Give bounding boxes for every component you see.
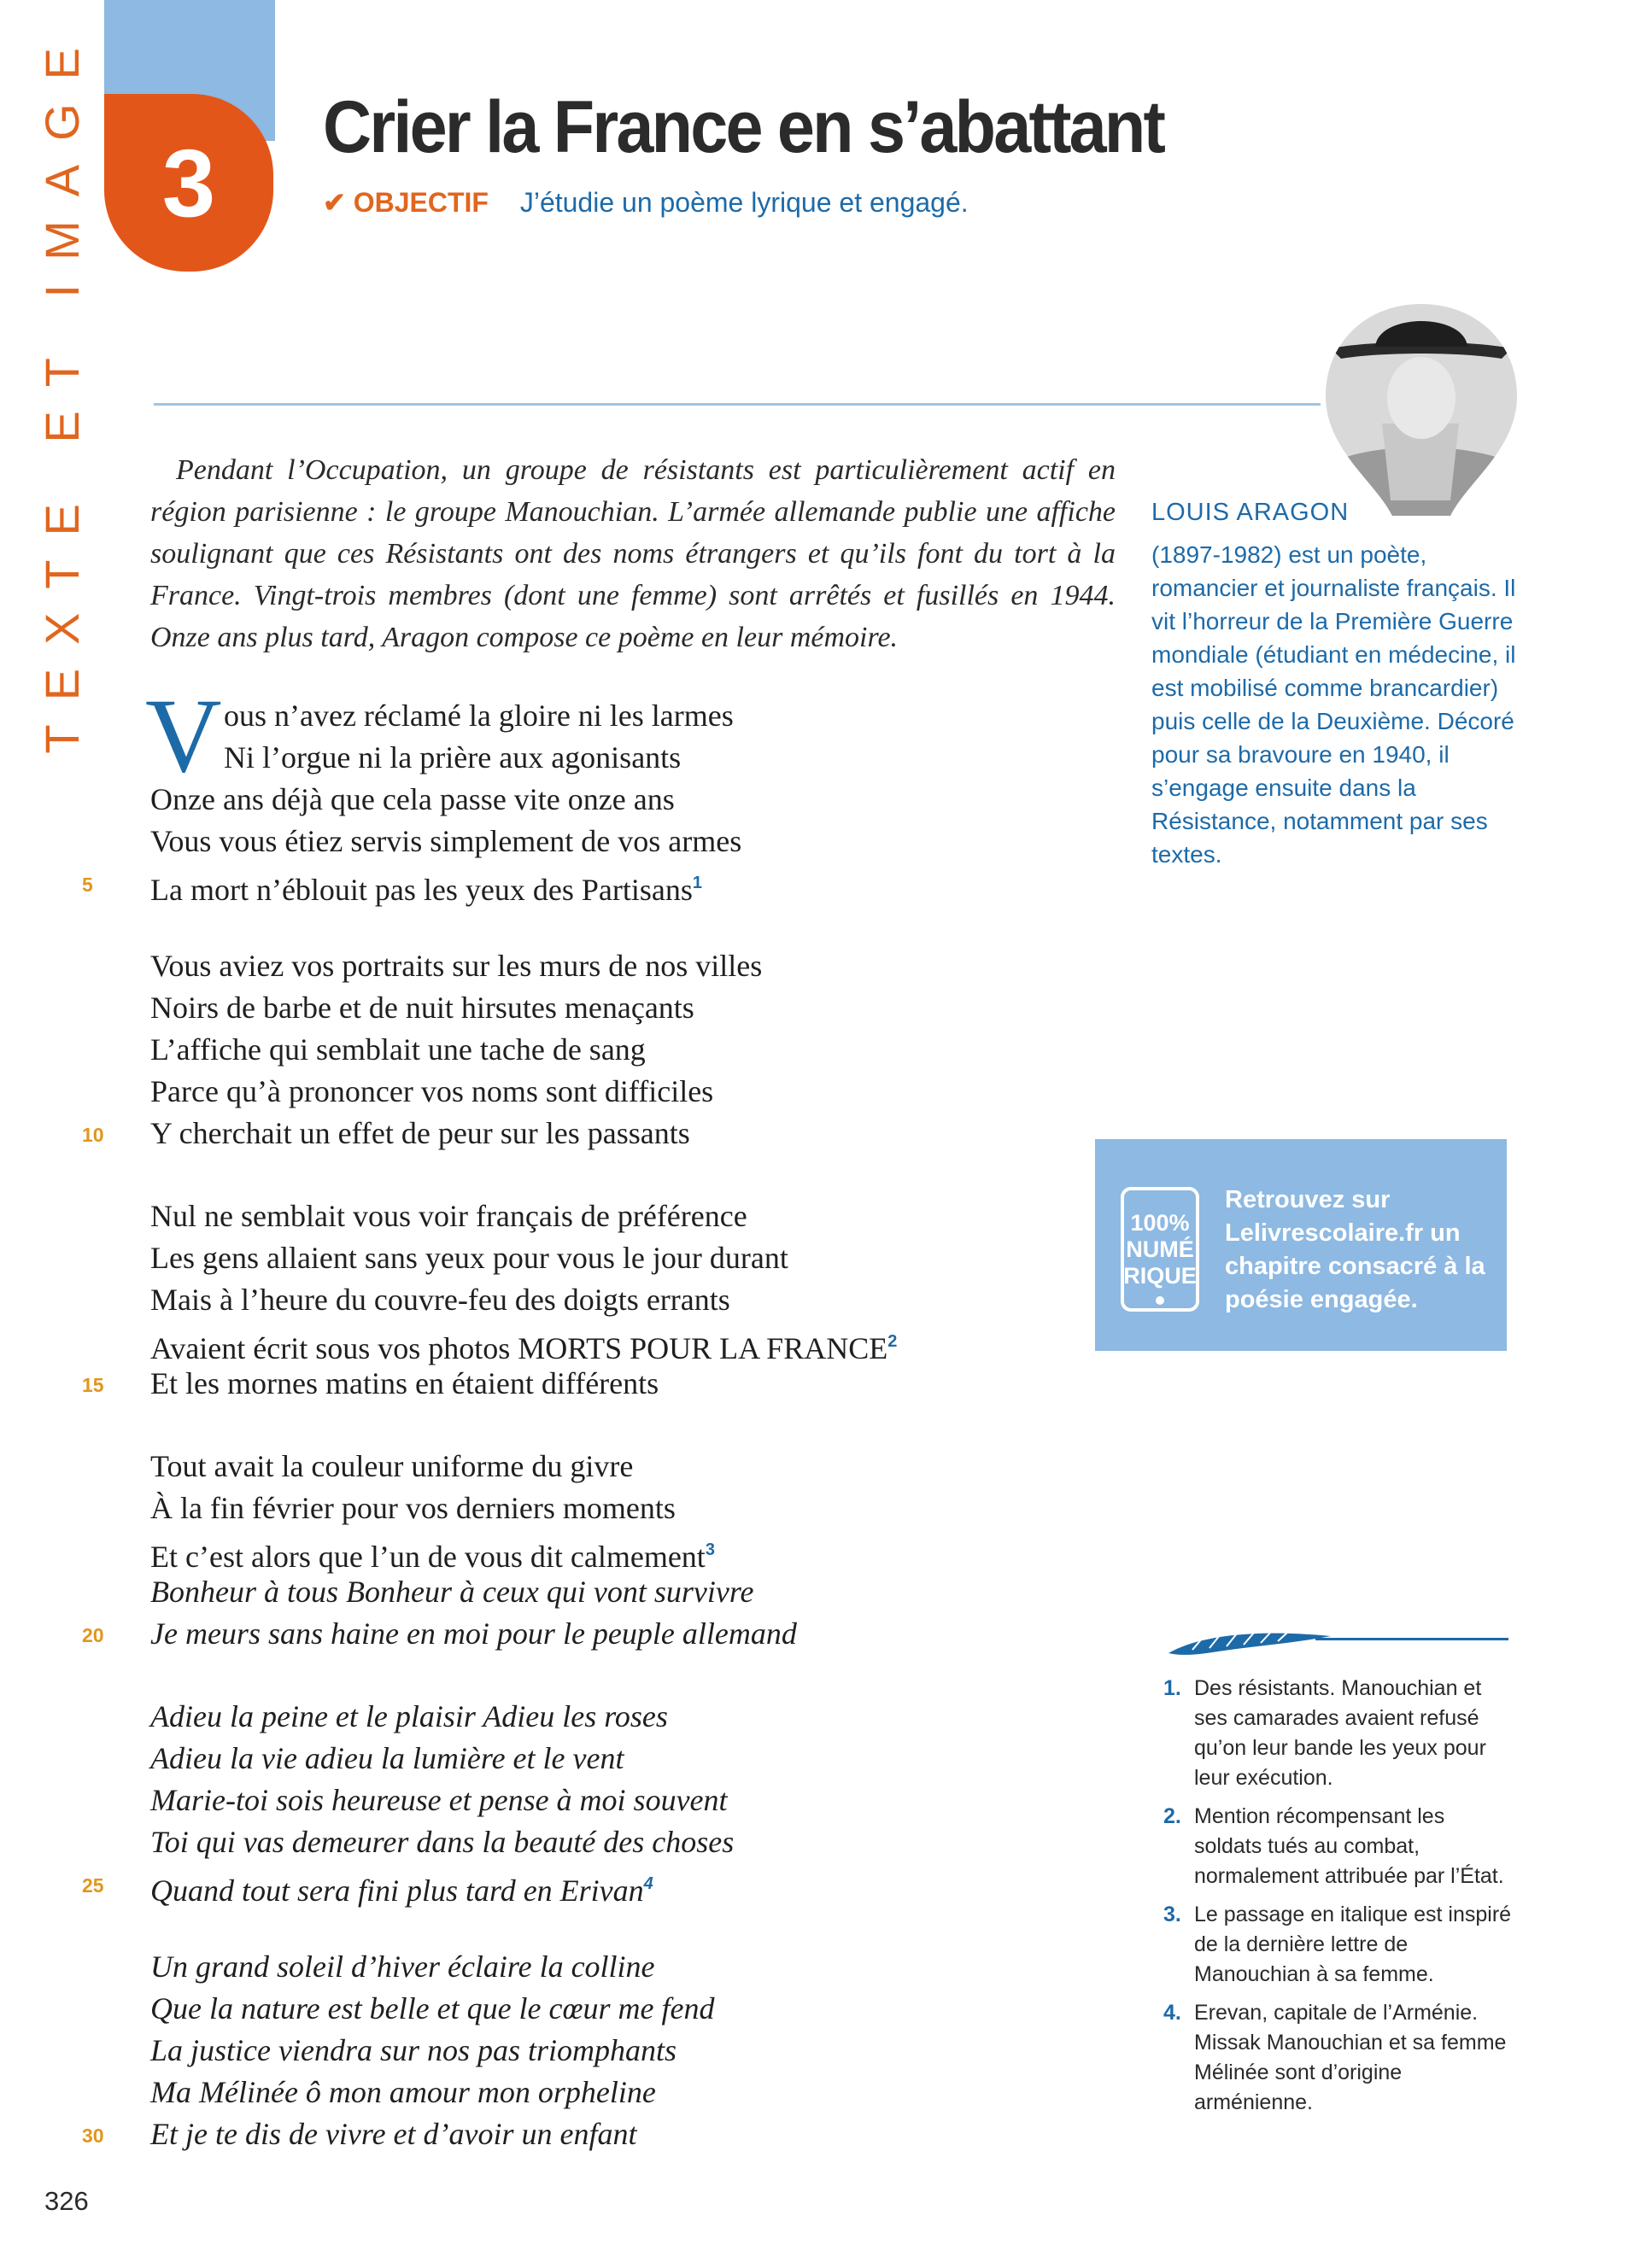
footnote-text: Erevan, capitale de l’Arménie. Missak Manouchian et sa femme Mélinée sont d’origine arménienne. [1194,2001,1507,2114]
poem-line-text: Je meurs sans haine en moi pour le peuple allemand [150,1616,797,1651]
footnote-ref[interactable]: 1 [692,874,702,892]
stanza [82,1696,1124,1908]
footnote-number: 4. [1163,2001,1181,2025]
poem-line [82,1696,1124,1738]
footnote-number: 3. [1163,1903,1181,1926]
footnote-ref[interactable]: 4 [643,1874,653,1893]
poem-line-text: La justice viendra sur nos pas triomphants [150,2033,677,2067]
poem-line [82,945,1124,987]
phone-button [1156,1296,1164,1305]
page-title: Crier la France en s’abattant [323,86,1164,168]
poem-line-text: Un grand soleil d’hiver éclaire la colline [150,1949,655,1984]
poem-line-text: Ni l’orgue ni la prière aux agonisants [224,740,682,775]
digital-link-text[interactable]: Retrouvez sur Lelivrescolaire.fr un chapitre consacré à la poésie engagée. [1225,1186,1485,1313]
poem-line-text: Adieu la peine et le plaisir Adieu les roses [150,1699,668,1733]
chapter-badge [104,94,273,272]
side-label: TEXTE ET IMAGE [34,23,89,754]
poem-line-text: Marie-toi sois heureuse et pense à moi souvent [150,1783,728,1817]
footnote-ref[interactable]: 2 [887,1332,898,1351]
poem-line [82,1988,1124,2030]
poem-line [82,1571,1124,1613]
footnotes [1163,1674,1517,2126]
chapter-number: 3 [161,129,216,237]
stanza [82,1195,1124,1405]
drop-cap: V [145,677,222,794]
author-name: LOUIS ARAGON [1151,499,1350,526]
poem-line [82,1279,1124,1321]
line-number: 30 [82,2125,104,2147]
poem-line [82,1488,1124,1529]
poem-line-text: ous n’avez réclamé la gloire ni les larmes [224,699,734,733]
footnote-ref[interactable]: 3 [705,1540,715,1559]
divider [154,403,1321,406]
poem-line [82,987,1124,1029]
quill-icon [1167,1619,1338,1660]
poem-line-text: Nul ne semblait vous voir français de préférence [150,1199,747,1233]
poem-line [82,695,1124,737]
poem-line-text: Toi qui vas demeurer dans la beauté des choses [150,1825,735,1859]
page-number: 326 [44,2186,89,2216]
footnote-text: Des résistants. Manouchian et ses camarades avaient refusé qu’on leur bande les yeux pour leur exécution. [1194,1676,1486,1790]
poem-line [82,1529,1124,1574]
poem-line [82,1029,1124,1071]
objective-text: J’étudie un poème lyrique et engagé. [519,187,969,218]
objective-label: OBJECTIF [353,187,489,218]
poem-line-text: L’affiche qui semblait une tache de sang [150,1032,646,1067]
poem-line [82,1446,1124,1488]
poem-line [82,862,1124,907]
author-bio: (1897-1982) est un poète, romancier et journaliste français. Il vit l’horreur de la Première Guerre mondiale (étudiant en médecine, il est mobilisé comme brancardier) puis celle de la Deuxième. Décoré pour sa bravoure en 1940, il s’engage ensuite dans la Résistance, notamment par ses textes. [1151,541,1516,868]
poem-line [82,1863,1124,1908]
poem-line [82,1195,1124,1237]
poem-line [82,737,1124,779]
poem-line [82,2030,1124,2072]
stanza [82,1946,1124,2155]
poem-line-text: Et les mornes matins en étaient différents [150,1366,659,1400]
line-number: 15 [82,1374,104,1396]
footnote-number: 1. [1163,1676,1181,1700]
poem-line-text: Avaient écrit sous vos photos MORTS POUR LA FRANCE [150,1331,888,1365]
objective [323,186,969,219]
poem-line [82,1113,1124,1154]
poem-line-text: Adieu la vie adieu la lumière et le vent [150,1741,624,1775]
poem [82,695,1124,2196]
smartphone-icon: 100% NUMÉ RIQUE [1121,1187,1199,1312]
poem-line-text: Mais à l’heure du couvre-feu des doigts errants [150,1283,730,1317]
poem-line [82,821,1124,862]
footnote [1163,1900,1517,1990]
poem-line-text: Parce qu’à prononcer vos noms sont difficiles [150,1074,714,1108]
notes-divider [1315,1638,1508,1640]
poem-line-text: Vous vous étiez servis simplement de vos armes [150,824,742,858]
poem-line [82,1780,1124,1821]
poem-line-text: Ma Mélinée ô mon amour mon orpheline [150,2075,656,2109]
line-number: 10 [82,1124,104,1146]
footnote-text: Mention récompensant les soldats tués au combat, normalement attribuée par l’État. [1194,1804,1504,1888]
poem-line [82,1363,1124,1405]
poem-line-text: Que la nature est belle et que le cœur me fend [150,1991,715,2025]
poem-line-text: Y cherchait un effet de peur sur les passants [150,1116,690,1150]
footnote-text: Le passage en italique est inspiré de la dernière lettre de Manouchian à sa femme. [1194,1903,1512,1986]
poem-line-text: À la fin février pour vos derniers moments [150,1491,676,1525]
author-portrait [1322,295,1520,519]
poem-line-text: Onze ans déjà que cela passe vite onze ans [150,782,675,816]
poem-line [82,1946,1124,1988]
stanza [82,945,1124,1154]
poem-line [82,779,1124,821]
check-icon: ✔ [323,187,346,218]
line-number: 5 [82,874,93,896]
poem-line-text: Et c’est alors que l’un de vous dit calmement [150,1540,706,1574]
footnote [1163,1674,1517,1793]
stanza [82,695,1124,907]
poem-line-text: Bonheur à tous Bonheur à ceux qui vont survivre [150,1575,754,1609]
poem-line-text: Les gens allaient sans yeux pour vous le jour durant [150,1241,788,1275]
poem-line [82,1071,1124,1113]
footnote-number: 2. [1163,1804,1181,1828]
poem-line [82,1821,1124,1863]
poem-line [82,1738,1124,1780]
poem-line [82,2113,1124,2155]
line-number: 25 [82,1874,104,1897]
poem-line-text: La mort n’éblouit pas les yeux des Partisans [150,873,693,907]
poem-line [82,1237,1124,1279]
poem-line-text: Tout avait la couleur uniforme du givre [150,1449,634,1483]
poem-line-text: Quand tout sera fini plus tard en Erivan [150,1873,644,1908]
line-number: 20 [82,1624,104,1646]
footnote [1163,1802,1517,1891]
poem-line-text: Noirs de barbe et de nuit hirsutes menaçants [150,991,694,1025]
poem-line [82,2072,1124,2113]
footnote [1163,1998,1517,2118]
stanza [82,1446,1124,1655]
intro-paragraph: Pendant l’Occupation, un groupe de résistants est particulièrement actif en région parisienne : le groupe Manouchian. L’armée allemande publie une affiche soulignant que ces Résistants ont des noms étrangers et qu’ils font du tort à la France. Vingt-trois membres (dont une femme) sont arrêtés et fusillés en 1944. Onze ans plus tard, Aragon compose ce poème en leur mémoire. [150,454,1116,653]
poem-line-text: Vous aviez vos portraits sur les murs de nos villes [150,949,763,983]
poem-line-text: Et je te dis de vivre et d’avoir un enfant [150,2117,637,2151]
poem-line [82,1613,1124,1655]
poem-line [82,1321,1124,1363]
